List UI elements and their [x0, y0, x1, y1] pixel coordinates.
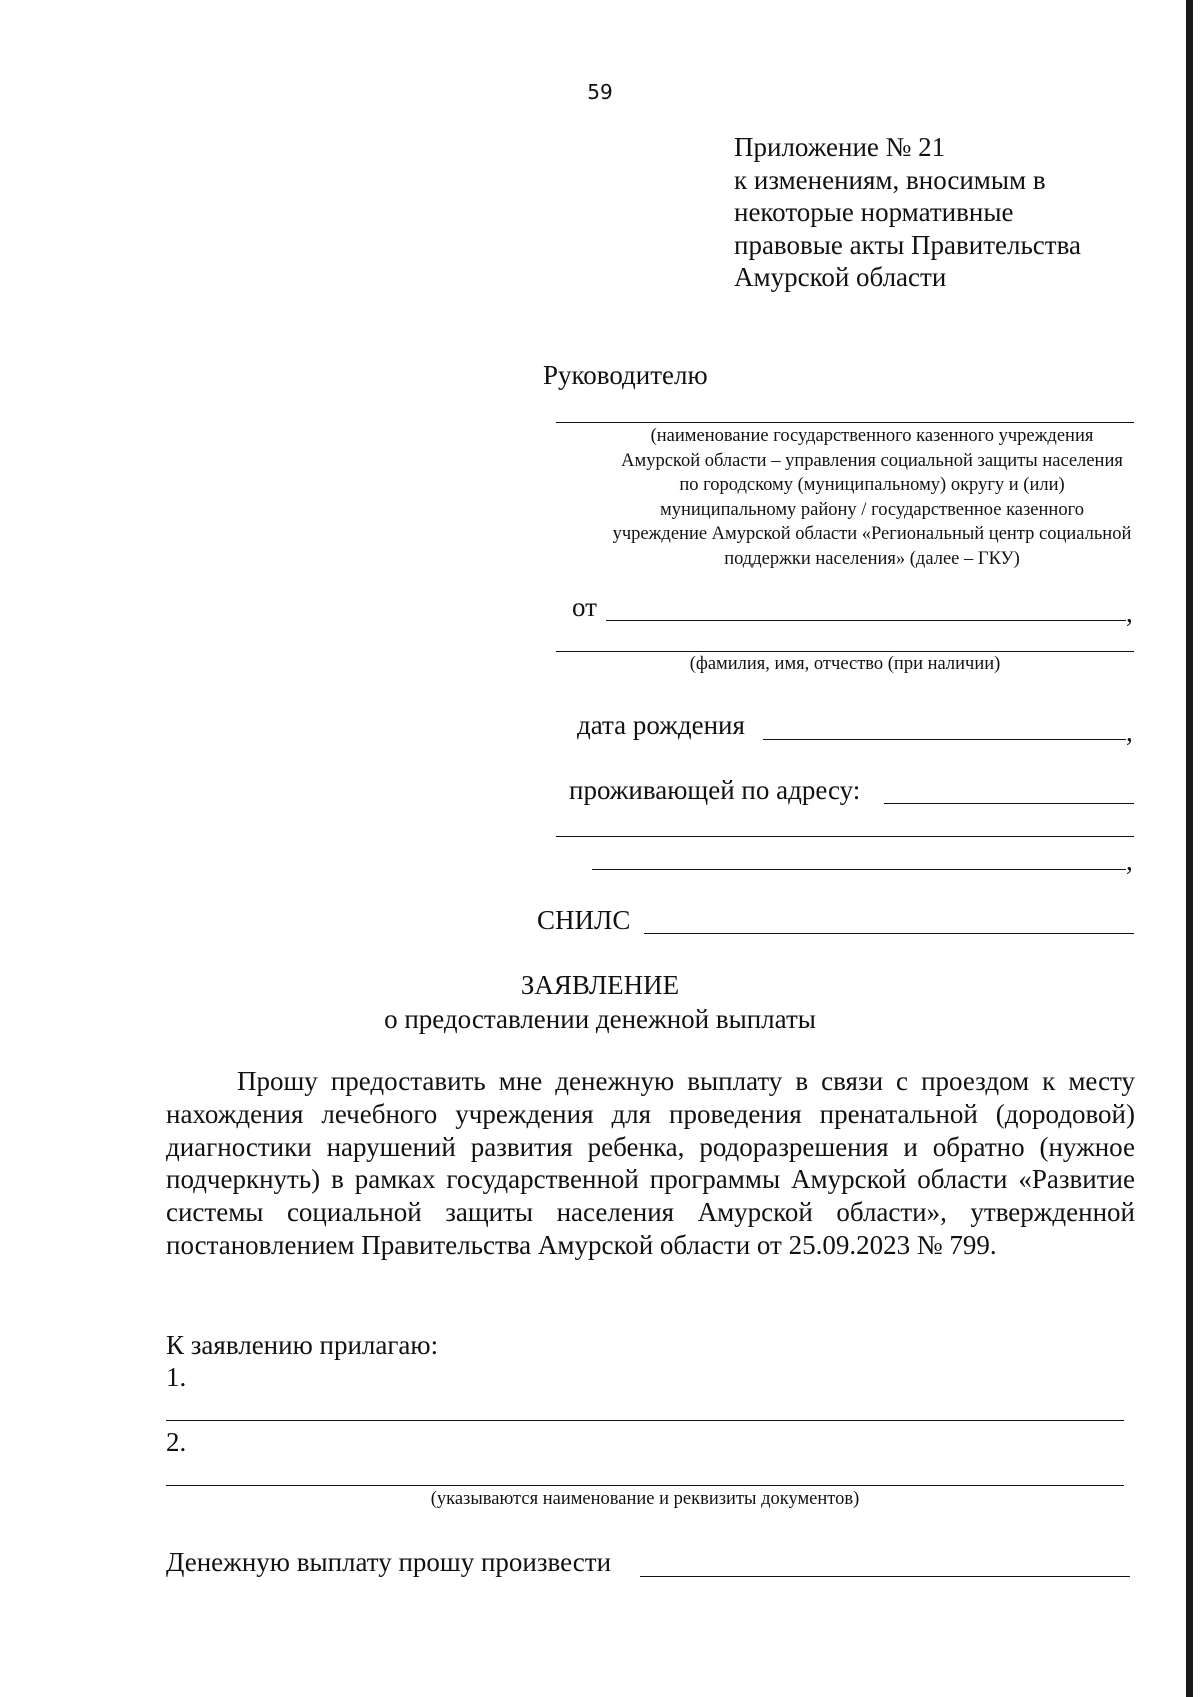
fio-line[interactable]	[556, 651, 1134, 652]
birth-date-label: дата рождения	[577, 710, 745, 740]
birth-date-comma: ,	[1126, 717, 1133, 747]
request-paragraph: Прошу предоставить мне денежную выплату в связи с проездом к месту нахождения лечебного учреждения для проведения пренатальной (дородовой) диагностики нарушений развития ребенка, родоразрешения и обратно (нужное подчеркнуть) в рамках государственной программы Амурской области «Развитие системы социальной защиты населения Амурской области», утвержденной постановлением Правительства Амурской области от 25.09.2023 № 799.	[166, 1066, 1135, 1260]
document-title: ЗАЯВЛЕНИЕ	[520, 970, 680, 1000]
address-line-2[interactable]	[556, 836, 1134, 837]
from-line[interactable]	[606, 620, 1126, 621]
appendix-header	[734, 131, 1081, 294]
appendix-line: Амурской области	[734, 262, 947, 292]
attachment-line-1[interactable]	[166, 1420, 1124, 1421]
fio-caption: (фамилия, имя, отчество (при наличии)	[689, 654, 1001, 674]
payment-line[interactable]	[640, 1576, 1130, 1577]
birth-date-line[interactable]	[763, 739, 1126, 740]
addressee-label: Руководителю	[543, 360, 708, 390]
attachment-line-2[interactable]	[166, 1485, 1124, 1486]
attachment-item: 1.	[166, 1362, 187, 1392]
address-comma: ,	[1126, 846, 1133, 876]
scan-edge	[1186, 0, 1193, 1697]
org-name-caption: (наименование государственного казенного учреждения Амурской области – управления социальной защиты населения по городскому (муниципальному) округу и (или) муниципальному району / государственное казенного учреждение Амурской области «Региональный центр социальной поддержки населения» (далее – ГКУ)	[612, 426, 1132, 569]
snils-label: СНИЛС	[537, 905, 631, 935]
address-label: проживающей по адресу:	[569, 775, 861, 805]
page-number: 59	[587, 80, 613, 104]
attachment-item: 2.	[166, 1427, 187, 1457]
snils-line[interactable]	[644, 933, 1134, 934]
attachments-caption: (указываются наименование и реквизиты документов)	[430, 1489, 860, 1509]
document-subtitle: о предоставлении денежной выплаты	[384, 1004, 816, 1034]
appendix-line: некоторые нормативные	[734, 197, 1014, 227]
appendix-line: Приложение № 21	[734, 132, 946, 162]
org-name-line[interactable]	[556, 422, 1134, 423]
payment-label: Денежную выплату прошу произвести	[166, 1547, 612, 1577]
from-comma: ,	[1126, 598, 1133, 628]
address-line-3[interactable]	[592, 869, 1126, 870]
from-label: от	[572, 592, 597, 622]
appendix-line: правовые акты Правительства	[734, 229, 1081, 260]
appendix-line: к изменениям, вносимым в	[734, 164, 1046, 195]
address-line-1[interactable]	[884, 803, 1134, 804]
attachments-label: К заявлению прилагаю:	[166, 1330, 439, 1360]
